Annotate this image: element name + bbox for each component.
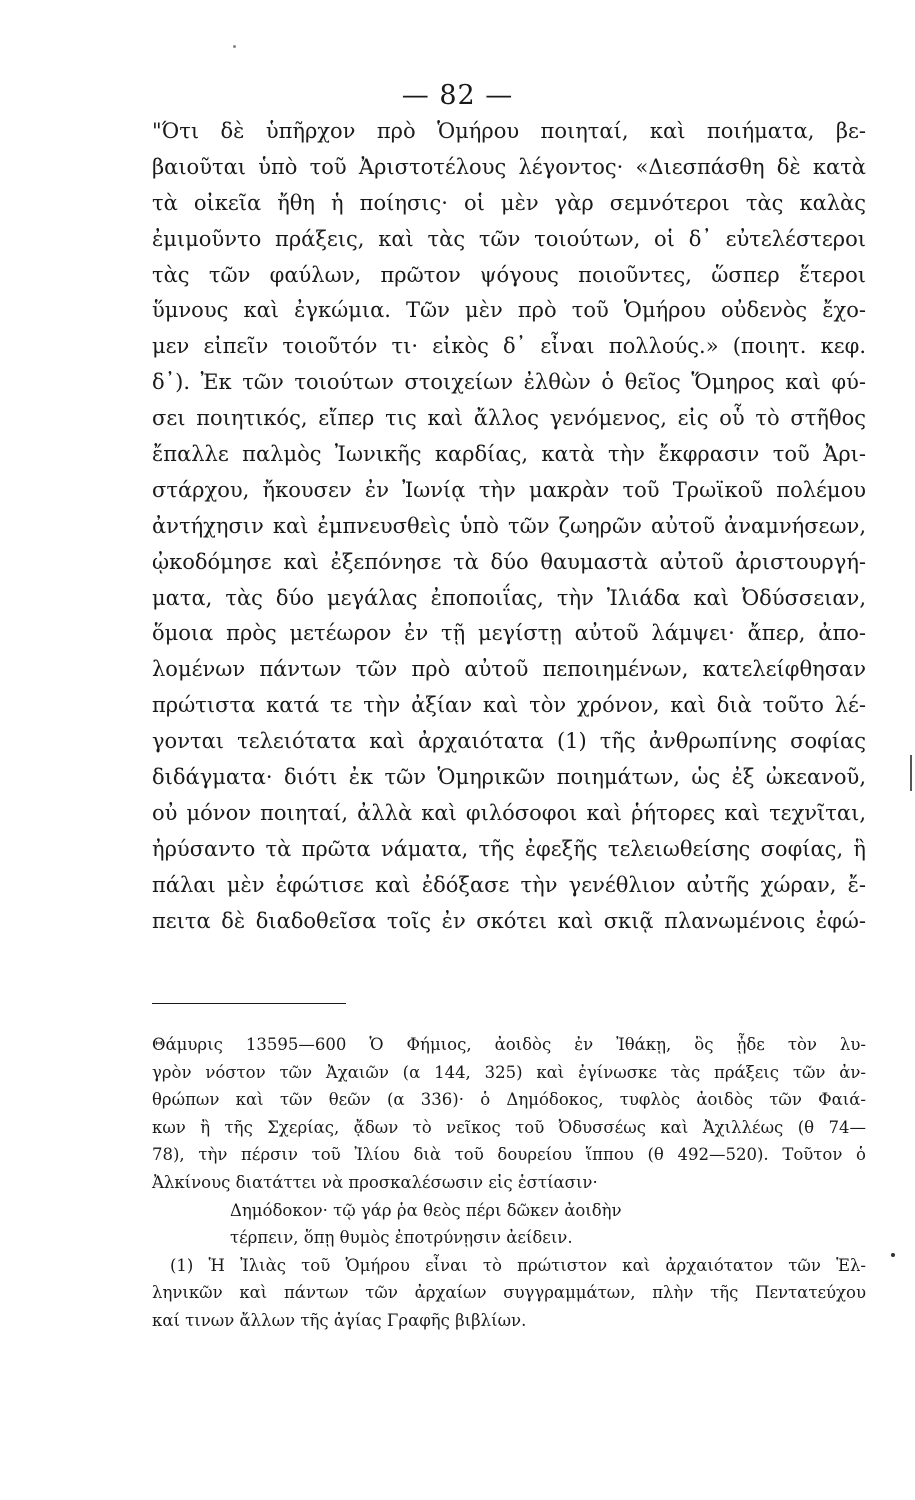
quote-line: Δημόδοκον· τῷ γάρ ῥα θεὸς πέρι δῶκεν ἀοιδὴν [230,1200,622,1220]
text-line: στάρχου, ἤκουσεν ἐν Ἰωνίᾳ τὴν μακρὰν τοῦ Τρωϊκοῦ πολέμου [152,477,866,502]
text-line: μεν εἰπεῖν τοιοῦτόν τι· εἰκὸς δ᾽ εἶναι πολλούς.» (ποιητ. κεφ. [152,334,866,359]
text-line: ἠρύσαντο τὰ πρῶτα νάματα, τῆς ἐφεξῆς τελειωθείσης σοφίας, ἣ [152,836,866,861]
text-line: πάλαι μὲν ἐφώτισε καὶ ἐδόξασε τὴν γενέθλιον αὐτῆς χώραν, ἔ- [152,872,866,897]
footnote-line: Ἀλκίνους διατάττει νὰ προσκαλέσωσιν εἰς ἑστίασιν· [152,1172,598,1192]
paper-speck [233,45,236,48]
footnotes-block [152,1031,866,1335]
text-line: σει ποιητικός, εἴπερ τις καὶ ἄλλος γενόμενος, εἰς οὗ τὸ στῆθος [152,406,866,431]
text-line: ἀντήχησιν καὶ ἐμπνευσθεὶς ὑπὸ τῶν ζωηρῶν αὐτοῦ ἀναμνήσεων, [152,513,866,538]
footnote-one-line: καί τινων ἄλλων τῆς ἁγίας Γραφῆς βιβλίων. [152,1310,527,1330]
text-line: τὰ οἰκεῖα ἤθη ἡ ποίησις· οἱ μὲν γὰρ σεμνότεροι τὰς καλὰς [152,190,866,215]
text-line: ὅμοια πρὸς μετέωρον ἐν τῇ μεγίστῃ αὐτοῦ λάμψει· ἄπερ, ἀπο- [152,621,866,646]
text-line: "Ότι δὲ ὑπῆρχον πρὸ Ὁμήρου ποιηταί, καὶ ποιήματα, βε- [152,119,866,143]
text-line: δ᾽). Ἐκ τῶν τοιούτων στοιχείων ἐλθὼν ὁ θεῖος Ὅμηρος καὶ φύ- [152,370,866,395]
margin-mark [910,755,912,791]
footnote-rule [152,1003,346,1004]
footnote-line: γρὸν νόστον τῶν Ἀχαιῶν (α 144, 325) καὶ ἐγίνωσκε τὰς πράξεις τῶν ἀν- [152,1062,866,1082]
margin-dot [891,1253,895,1257]
quote-line: τέρπειν, ὅπῃ θυμὸς ἐποτρύνῃσιν ἀείδειν. [230,1228,573,1248]
footnote-line: Θάμυρις 13595—600 Ὁ Φήμιος, ἀοιδὸς ἐν Ἰθάκῃ, ὃς ᾖδε τὸν λυ- [152,1035,866,1054]
main-text-block [152,114,866,939]
text-line: πειτα δὲ διαδοθεῖσα τοῖς ἐν σκότει καὶ σκιᾷ πλανωμένοις ἐφώ- [152,908,866,933]
text-line: τὰς τῶν φαύλων, πρῶτον ψόγους ποιοῦντες, ὥσπερ ἕτεροι [152,262,866,287]
text-line: ἐμιμοῦντο πράξεις, καὶ τὰς τῶν τοιούτων, οἱ δ᾽ εὐτελέστεροι [152,226,866,251]
text-line: βαιοῦται ὑπὸ τοῦ Ἀριστοτέλους λέγοντος· «Διεσπάσθη δὲ κατὰ [152,154,866,179]
footnote-line: θρώπων καὶ τῶν θεῶν (α 336)· ὁ Δημόδοκος, τυφλὸς ἀοιδὸς τῶν Φαιά- [152,1090,866,1110]
text-line: λομένων πάντων τῶν πρὸ αὐτοῦ πεποιημένων, κατελείφθησαν [152,657,866,682]
text-line: πρώτιστα κατά τε τὴν ἀξίαν καὶ τὸν χρόνον, καὶ διὰ τοῦτο λέ- [152,693,866,718]
footnote-one-line: (1) Ἡ Ἰλιὰς τοῦ Ὁμήρου εἶναι τὸ πρώτιστον καὶ ἀρχαιότατον τῶν Ἑλ- [170,1255,866,1275]
text-line: ᾠκοδόμησε καὶ ἐξεπόνησε τὰ δύο θαυμαστὰ αὐτοῦ ἀριστουργή- [152,549,866,574]
page-number: — 82 — [401,80,514,111]
text-line: διδάγματα· διότι ἐκ τῶν Ὁμηρικῶν ποιημάτων, ὡς ἐξ ὠκεανοῦ, [152,765,866,790]
footnote-line: 78), τὴν πέρσιν τοῦ Ἰλίου διὰ τοῦ δουρείου ἵππου (θ 492—520). Τοῦτον ὁ [152,1145,866,1165]
footnote-line: κων ἢ τῆς Σχερίας, ᾄδων τὸ νεῖκος τοῦ Ὀδυσσέως καὶ Ἀχιλλέως (θ 74— [152,1117,866,1137]
text-line: ὕμνους καὶ ἐγκώμια. Τῶν μὲν πρὸ τοῦ Ὁμήρου οὐδενὸς ἔχο- [152,298,866,323]
text-line: οὐ μόνον ποιηταί, ἀλλὰ καὶ φιλόσοφοι καὶ ῥήτορες καὶ τεχνῖται, [152,800,866,825]
text-line: γονται τελειότατα καὶ ἀρχαιότατα (1) τῆς ἀνθρωπίνης σοφίας [152,729,866,754]
text-line: ἔπαλλε παλμὸς Ἰωνικῆς καρδίας, κατὰ τὴν ἔκφρασιν τοῦ Ἀρι- [152,442,866,467]
footnote-one-line: ληνικῶν καὶ πάντων τῶν ἀρχαίων συγγραμμάτων, πλὴν τῆς Πεντατεύχου [152,1283,866,1303]
text-line: ματα, τὰς δύο μεγάλας ἐποποιΐας, τὴν Ἰλιάδα καὶ Ὀδύσσειαν, [152,585,866,610]
